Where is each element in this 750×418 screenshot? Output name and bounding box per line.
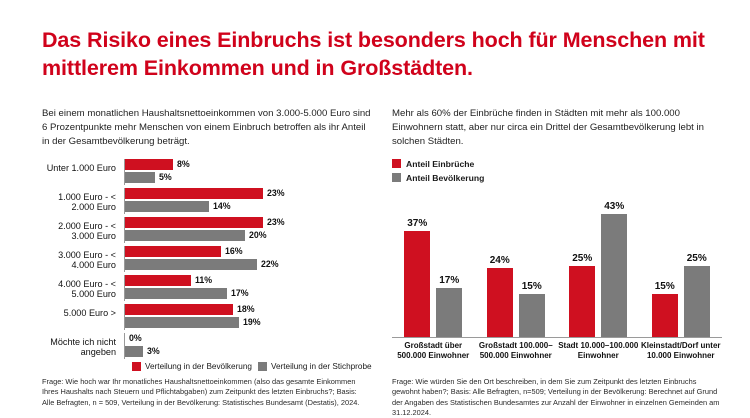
city-bar — [404, 231, 430, 336]
legend-label: Verteilung in der Bevölkerung — [145, 361, 252, 371]
income-bar — [125, 172, 155, 183]
city-category-label: Kleinstadt/Dorf unter 10.000 Einwohner — [640, 340, 721, 360]
income-bar — [125, 288, 227, 299]
income-bar — [125, 201, 209, 212]
income-bar-value: 0% — [129, 333, 142, 344]
income-bar-row — [42, 275, 372, 301]
legend-label: Verteilung in der Stichprobe — [270, 361, 372, 371]
income-bar-row — [42, 217, 372, 243]
city-bar-group — [392, 187, 475, 337]
legend-label: Anteil Einbrüche — [406, 158, 475, 169]
city-category-label: Großstadt 100.000–500.000 Einwohner — [478, 340, 553, 360]
income-bar-row-label: 4.000 Euro - < 5.000 Euro — [58, 278, 116, 300]
income-bar-row-label: 3.000 Euro - < 4.000 Euro — [58, 249, 116, 271]
city-chart-legend — [392, 159, 722, 183]
legend-item — [132, 362, 252, 371]
income-bar-row-bars — [124, 188, 372, 214]
city-bar-group — [640, 187, 723, 337]
city-bar-value: 37% — [407, 218, 428, 230]
income-bar — [125, 317, 239, 328]
city-bar-value: 43% — [604, 201, 625, 213]
city-bar-value: 17% — [439, 275, 460, 287]
income-bar — [125, 259, 257, 270]
city-bar — [684, 266, 710, 337]
legend-swatch-icon — [392, 159, 401, 168]
income-bar-value: 3% — [147, 346, 160, 357]
income-bar — [125, 159, 173, 170]
legend-swatch-icon — [258, 362, 267, 371]
page-title: Das Risiko eines Einbruchs ist besonders hoch für Menschen mit mittlerem Einkommen und in Großstädten. — [42, 28, 705, 81]
income-bar — [125, 246, 221, 257]
income-bar-row-label: 1.000 Euro - < 2.000 Euro — [58, 191, 116, 213]
income-bar-value: 22% — [261, 259, 279, 270]
right-footnote: Frage: Wie würden Sie den Ort beschreiben, in dem Sie zum Zeitpunkt des letzten Einbruchs gewohnt haben?; Basis: Alle Befragten, n=509; Verteilung in der Bevölkerung: Berechnet auf Grund der Angaben des Statistischen Bundesamtes zur Anzahl der Einwohner in einzelnen Gemeinden am 31.12.2024. — [392, 377, 720, 418]
income-bar-row — [42, 246, 372, 272]
income-bar-row-bars — [124, 304, 372, 330]
income-bar-row-bars — [124, 217, 372, 243]
left-intro-text: Bei einem monatlichen Haushaltsnettoeinkommen von 3.000-5.000 Euro sind 6 Prozentpunkte mehr Menschen von einem Einbruch betroffen als ihr Anteil in der Gesamtbevölkerung beträgt. — [42, 108, 371, 147]
city-bar-value: 15% — [521, 281, 542, 293]
income-bar-value: 19% — [243, 317, 261, 328]
city-bar — [436, 288, 462, 336]
city-bar-value: 25% — [572, 252, 593, 264]
income-bar-value: 11% — [195, 275, 213, 286]
city-bar — [487, 268, 513, 336]
left-footnote: Frage: Wie hoch war Ihr monatliches Haushaltsnettoeinkommen (also das gesamte Einkommen Ihres Haushalts nach Steuern und Pflichtabgaben) zum Zeitpunkt des letzten Einbruchs?; Basis: Alle Befragten, n = 509, Verteilung in der Bevölkerung: Statistisches Bundesamt (Destatis), 2024. — [42, 377, 360, 407]
income-bar-chart — [42, 159, 372, 359]
legend-label: Anteil Bevölkerung — [406, 172, 485, 183]
city-bar-value: 15% — [654, 281, 675, 293]
income-bar-row-bars — [124, 246, 372, 272]
legend-swatch-icon — [132, 362, 141, 371]
income-bar — [125, 217, 263, 228]
income-bar-value: 14% — [213, 201, 231, 212]
right-panel — [392, 107, 722, 381]
income-bar-row-bars — [124, 159, 372, 185]
legend-swatch-icon — [392, 173, 401, 182]
city-bar-group — [475, 187, 558, 337]
income-bar-row — [42, 304, 372, 330]
city-chart-category-labels — [392, 341, 722, 381]
income-bar-row-bars — [124, 333, 372, 359]
income-bar — [125, 230, 245, 241]
income-chart-legend — [132, 362, 372, 371]
income-bar-value: 5% — [159, 172, 172, 183]
city-bar — [601, 214, 627, 336]
income-bar-value: 16% — [225, 246, 243, 257]
income-bar-value: 17% — [231, 288, 249, 299]
legend-item — [392, 173, 722, 183]
city-bar-value: 24% — [489, 255, 510, 267]
income-bar — [125, 275, 191, 286]
income-bar-row-label: Unter 1.000 Euro — [46, 162, 116, 173]
income-bar-row-label: 5.000 Euro > — [63, 307, 116, 318]
income-bar — [125, 346, 143, 357]
income-bar-row-label: Möchte ich nicht angeben — [50, 336, 116, 358]
income-bar-row — [42, 188, 372, 214]
city-category-label: Großstadt über 500.000 Einwohner — [397, 340, 470, 360]
income-bar-row-label: 2.000 Euro - < 3.000 Euro — [58, 220, 116, 242]
income-bar — [125, 304, 233, 315]
left-panel — [42, 107, 372, 371]
right-intro-text: Mehr als 60% der Einbrüche finden in Städten mit mehr als 100.000 Einwohnern statt, aber nur circa ein Drittel der Gesamtbevölkerung lebt in solchen Städten. — [392, 108, 704, 147]
city-bar-group — [557, 187, 640, 337]
income-bar-value: 18% — [237, 304, 255, 315]
income-bar — [125, 188, 263, 199]
city-bar — [569, 266, 595, 337]
income-bar-row — [42, 333, 372, 359]
legend-item — [258, 362, 372, 371]
city-bar — [652, 294, 678, 337]
city-category-label: Stadt 10.000–100.000 Einwohner — [558, 340, 639, 360]
income-bar-row — [42, 159, 372, 185]
legend-item — [392, 159, 722, 169]
income-bar-value: 20% — [249, 230, 267, 241]
income-bar-row-bars — [124, 275, 372, 301]
city-bar-chart — [392, 187, 722, 338]
income-bar-value: 23% — [267, 188, 285, 199]
city-bar — [519, 294, 545, 337]
income-bar-value: 23% — [267, 217, 285, 228]
city-bar-value: 25% — [686, 252, 707, 264]
income-bar-value: 8% — [177, 159, 190, 170]
